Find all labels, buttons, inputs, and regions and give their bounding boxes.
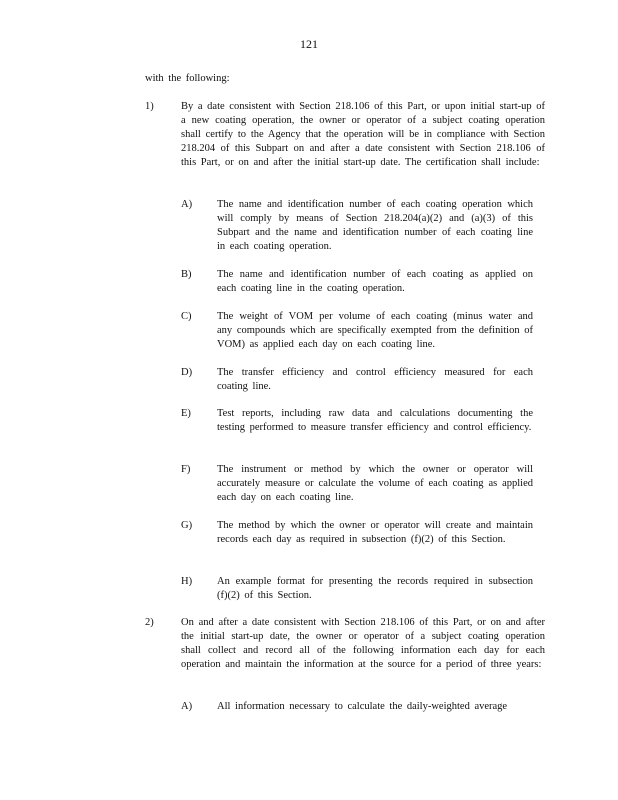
sub-item-text: The name and identification number of each coating as applied on each coating line in the coating operation. — [217, 269, 533, 294]
page-number: 121 — [300, 37, 318, 51]
sub-item-letter: D) — [181, 367, 193, 378]
sub-item-letter: E) — [181, 408, 191, 419]
sub-item-letter: A) — [181, 701, 193, 712]
sub-item-text: An example format for presenting the records required in subsection (f)(2) of this Section. — [217, 576, 533, 601]
sub-item-letter: B) — [181, 269, 192, 280]
sub-item-text: The name and identification number of each coating operation which will comply by means of Section 218.204(a)(2) and (a)(3) of this Subpart and the name and identification number of each coating line in each coating operation. — [217, 199, 533, 252]
item-number: 1) — [145, 101, 154, 112]
sub-item-text: The weight of VOM per volume of each coating (minus water and any compounds which are specifically exempted from the definition of VOM) as applied each day on each coating line. — [217, 311, 533, 350]
sub-item-text: The instrument or method by which the owner or operator will accurately measure or calculate the volume of each coating as applied each day on each coating line. — [217, 464, 533, 503]
sub-item-text: The method by which the owner or operator will create and maintain records each day as required in subsection (f)(2) of this Section. — [217, 520, 533, 545]
sub-item-letter: F) — [181, 464, 191, 475]
sub-item-text: The transfer efficiency and control efficiency measured for each coating line. — [217, 367, 533, 392]
sub-item-text: All information necessary to calculate the daily-weighted average — [217, 701, 508, 712]
item-text: On and after a date consistent with Section 218.106 of this Part, or on and after the initial start-up date, the owner or operator of a subject coating operation shall collect and record all of the following information each day for each operation and maintain the information at the source for a period of three years: — [181, 617, 545, 670]
item-text: By a date consistent with Section 218.106 of this Part, or upon initial start-up of a new coating operation, the owner or operator of a subject coating operation shall certify to the Agency that the operation will be in compliance with Section 218.204 of this Subpart on and after a date consistent with Section 218.106 of this Part, or on and after the initial start-up date. The certification shall include: — [181, 101, 545, 168]
sub-item-text: Test reports, including raw data and calculations documenting the testing performed to measure transfer efficiency and control efficiency. — [217, 408, 533, 433]
item-number: 2) — [145, 617, 154, 628]
sub-item-letter: C) — [181, 311, 192, 322]
sub-item-letter: A) — [181, 199, 193, 210]
sub-item-letter: H) — [181, 576, 193, 587]
intro-text: with the following: — [145, 73, 230, 84]
sub-item-letter: G) — [181, 520, 193, 531]
